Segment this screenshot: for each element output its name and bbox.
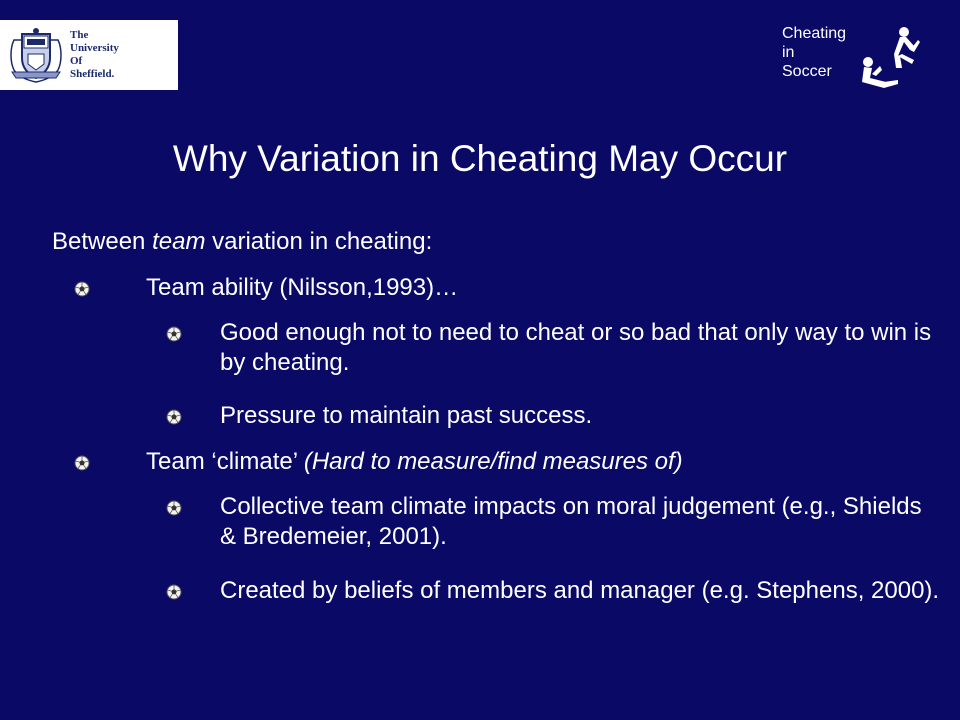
subpoint-pressure: Pressure to maintain past success. <box>220 402 593 429</box>
university-name <box>70 29 119 81</box>
university-name-line: Sheffield. <box>70 68 115 80</box>
slide-intro <box>52 227 432 257</box>
subpoint-created-by-beliefs: Created by beliefs of members and manager (e.g. Stephens, 2000). <box>220 577 940 604</box>
university-name-line: University <box>70 42 119 54</box>
soccer-ball-icon <box>166 584 182 600</box>
university-logo <box>0 20 178 90</box>
slide-title: Why Variation in Cheating May Occur <box>172 138 788 179</box>
university-name-line: Of <box>70 55 83 67</box>
soccer-ball-icon <box>166 500 182 516</box>
subpoint-collective-climate: Collective team climate impacts on moral judgement (e.g., Shields & Bredemeier, 2001). <box>220 493 922 550</box>
point-team-climate-note: (Hard to measure/find measures of) <box>303 448 683 475</box>
soccer-ball-icon <box>166 409 182 425</box>
point-team-climate <box>146 447 683 477</box>
university-name-line: The <box>70 29 89 41</box>
subpoint-good-enough: Good enough not to need to cheat or so bad that only way to win is by cheating. <box>220 319 932 376</box>
soccer-ball-icon <box>74 455 90 471</box>
intro-text-before: Between <box>52 228 153 255</box>
point-team-ability: Team ability (Nilsson,1993)… <box>146 274 459 301</box>
soccer-ball-icon <box>74 281 90 297</box>
cheating-in-soccer-brand <box>782 24 952 99</box>
soccer-ball-icon <box>166 326 182 342</box>
intro-emphasis: team <box>152 228 206 255</box>
soccer-players-icon <box>854 24 934 94</box>
point-team-climate-text: Team ‘climate’ <box>146 448 304 475</box>
brand-title <box>782 24 846 81</box>
brand-line: in <box>782 44 795 61</box>
university-crest-icon <box>8 26 64 84</box>
brand-line: Cheating <box>782 25 847 42</box>
intro-text-after: variation in cheating: <box>205 228 433 255</box>
brand-line: Soccer <box>782 63 832 80</box>
